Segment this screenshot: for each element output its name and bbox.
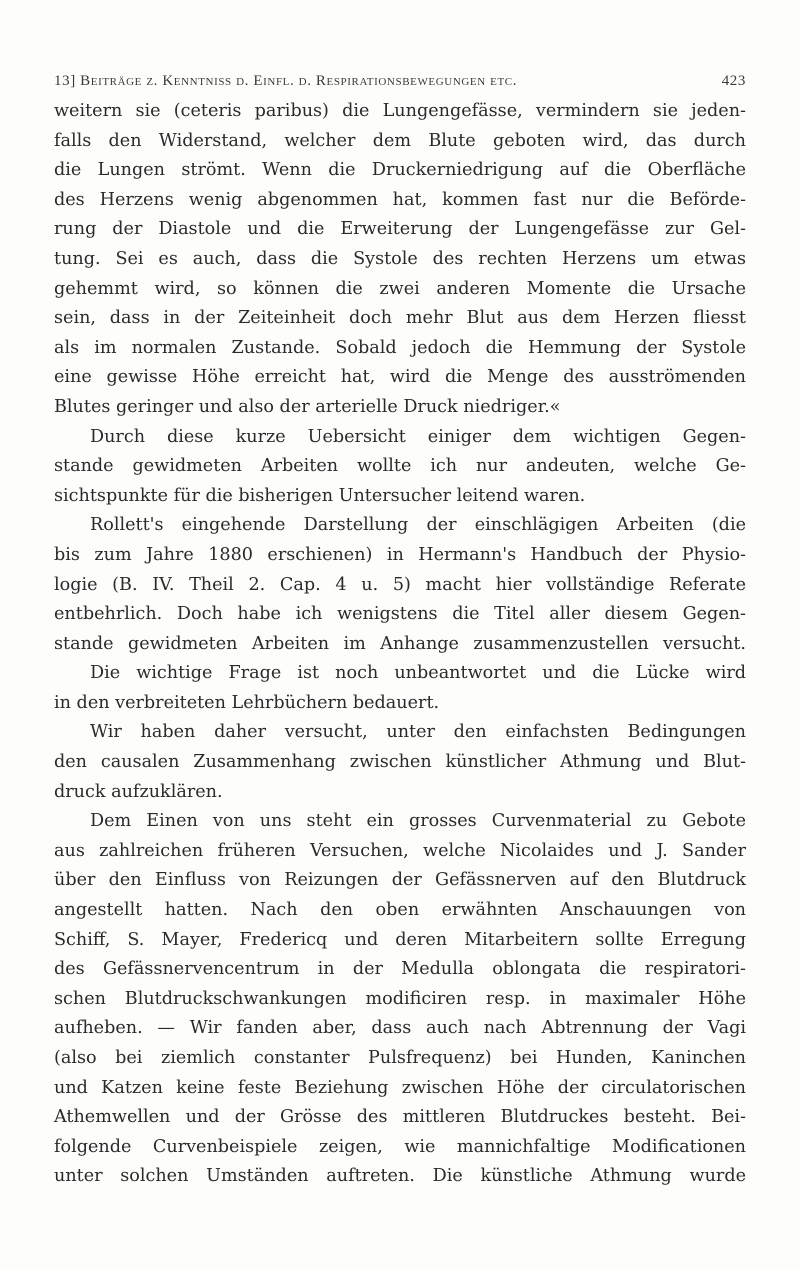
text-line: logie (B. IV. Theil 2. Cap. 4 u. 5) macht hier vollständige Referate (54, 574, 746, 595)
text-line: falls den Widerstand, welcher dem Blute geboten wird, das durch (54, 130, 746, 151)
running-head-left (54, 73, 517, 90)
text-line: sein, dass in der Zeiteinheit doch mehr Blut aus dem Herzen fliesst (54, 308, 746, 329)
text-line: Die wichtige Frage ist noch unbeantwortet und die Lücke wird (90, 663, 746, 684)
text-line: Wir haben daher versucht, unter den einfachsten Bedingungen (90, 722, 746, 743)
text-line: druck aufzuklären. (54, 781, 223, 802)
running-head-title: Beiträge z. Kenntniss d. Einfl. d. Respirationsbewegungen etc. (80, 73, 518, 89)
text-line: entbehrlich. Doch habe ich wenigstens die Titel aller diesem Gegen- (54, 604, 746, 625)
text-line: aus zahlreichen früheren Versuchen, welche Nicolaides und J. Sander (54, 840, 746, 861)
page-reference: 13] (54, 73, 76, 89)
text-line: in den verbreiteten Lehrbüchern bedauert. (54, 692, 440, 713)
text-line: Durch diese kurze Uebersicht einiger dem wichtigen Gegen- (90, 426, 746, 447)
text-line: stande gewidmeten Arbeiten wollte ich nur andeuten, welche Ge- (54, 456, 746, 477)
text-line: des Gefässnervencentrum in der Medulla oblongata die respiratori- (54, 959, 746, 980)
text-line: sichtspunkte für die bisherigen Untersucher leitend waren. (54, 485, 586, 506)
text-line: bis zum Jahre 1880 erschienen) in Hermann's Handbuch der Physio- (54, 544, 746, 565)
text-line: Blutes geringer und also der arterielle Druck niedriger.« (54, 396, 561, 417)
text-line: als im normalen Zustande. Sobald jedoch die Hemmung der Systole (54, 337, 746, 358)
page-number: 423 (721, 73, 746, 89)
text-line: und Katzen keine feste Beziehung zwischen Höhe der circulatorischen (54, 1077, 746, 1098)
text-line: folgende Curvenbeispiele zeigen, wie mannichfaltige Modificationen (54, 1136, 746, 1157)
text-line: Dem Einen von uns steht ein grosses Curvenmaterial zu Gebote (90, 811, 746, 832)
text-line: über den Einfluss von Reizungen der Gefässnerven auf den Blutdruck (54, 870, 746, 891)
text-line: weitern sie (ceteris paribus) die Lungengefässe, vermindern sie jeden- (54, 101, 746, 121)
text-line: rung der Diastole und die Erweiterung der Lungengefässe zur Gel- (54, 219, 746, 240)
body-text (54, 97, 746, 1192)
text-line: stande gewidmeten Arbeiten im Anhange zusammenzustellen versucht. (54, 633, 746, 654)
text-line: aufheben. — Wir fanden aber, dass auch nach Abtrennung der Vagi (54, 1018, 746, 1039)
text-line: Athemwellen und der Grösse des mittleren Blutdruckes besteht. Bei- (54, 1107, 746, 1128)
text-line: gehemmt wird, so können die zwei anderen Momente die Ursache (54, 278, 746, 299)
text-line: Schiff, S. Mayer, Fredericq und deren Mitarbeitern sollte Erregung (54, 929, 746, 950)
text-line: des Herzens wenig abgenommen hat, kommen fast nur die Beförde- (54, 189, 746, 210)
text-line: die Lungen strömt. Wenn die Druckerniedrigung auf die Oberfläche (54, 160, 746, 181)
text-line: tung. Sei es auch, dass die Systole des rechten Herzens um etwas (54, 248, 746, 269)
text-line: angestellt hatten. Nach den oben erwähnten Anschauungen von (54, 900, 746, 921)
text-line: (also bei ziemlich constanter Pulsfrequenz) bei Hunden, Kaninchen (54, 1048, 746, 1068)
text-line: unter solchen Umständen auftreten. Die künstliche Athmung wurde (54, 1166, 746, 1187)
text-line: Rollett's eingehende Darstellung der einschlägigen Arbeiten (die (90, 515, 746, 536)
running-head (54, 73, 746, 93)
text-line: den causalen Zusammenhang zwischen künstlicher Athmung und Blut- (54, 752, 746, 773)
text-line: eine gewisse Höhe erreicht hat, wird die Menge des ausströmenden (54, 367, 746, 388)
text-line: schen Blutdruckschwankungen modificiren resp. in maximaler Höhe (54, 988, 746, 1009)
